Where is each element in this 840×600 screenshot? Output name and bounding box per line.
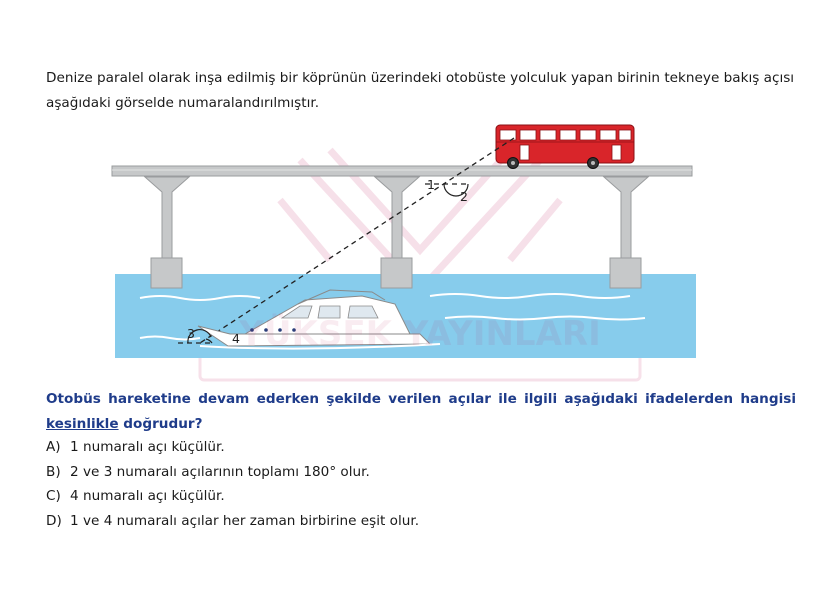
watermark-text: YÜKSEK YAYINLARI [239, 314, 601, 354]
intro-line-1: Denize paralel olarak inşa edilmiş bir köprünün üzerindeki otobüste yolculuk yapan birinin tekneye bakış açısı [46, 70, 795, 86]
angle-label-1: 1 [427, 177, 435, 192]
question-part-1: Otobüs hareketine devam ederken şekilde verilen açılar ile ilgili aşağıdaki ifadelerden hangisi [46, 391, 796, 407]
angle-label-3: 3 [187, 326, 195, 341]
angle-label-2: 2 [460, 189, 468, 204]
option-c-text: 4 numaralı açı küçülür. [70, 488, 225, 504]
bus [496, 125, 634, 169]
intro-line-2: aşağıdaki görselde numaralandırılmıştır. [46, 95, 320, 111]
option-b[interactable] [46, 460, 419, 485]
option-a-letter: A) [46, 439, 61, 455]
option-b-letter: B) [46, 463, 61, 480]
bridge-pillars [145, 177, 648, 288]
question-text [46, 387, 796, 437]
angle-label-4: 4 [232, 331, 240, 346]
answer-options [46, 435, 419, 533]
option-c-letter: C) [46, 488, 61, 504]
option-d-letter: D) [46, 512, 62, 529]
question-part-2: doğrudur? [118, 416, 203, 432]
option-b-text: 2 ve 3 numaralı açılarının toplamı 180° olur. [70, 463, 370, 480]
option-a[interactable] [46, 435, 419, 460]
option-d[interactable] [46, 509, 419, 534]
question-emphasis: kesinlikle [46, 416, 119, 432]
option-c[interactable] [46, 484, 419, 509]
option-d-text: 1 ve 4 numaralı açılar her zaman birbirine eşit olur. [70, 512, 420, 529]
option-a-text: 1 numaralı açı küçülür. [70, 439, 225, 455]
bridge-deck [112, 166, 692, 176]
